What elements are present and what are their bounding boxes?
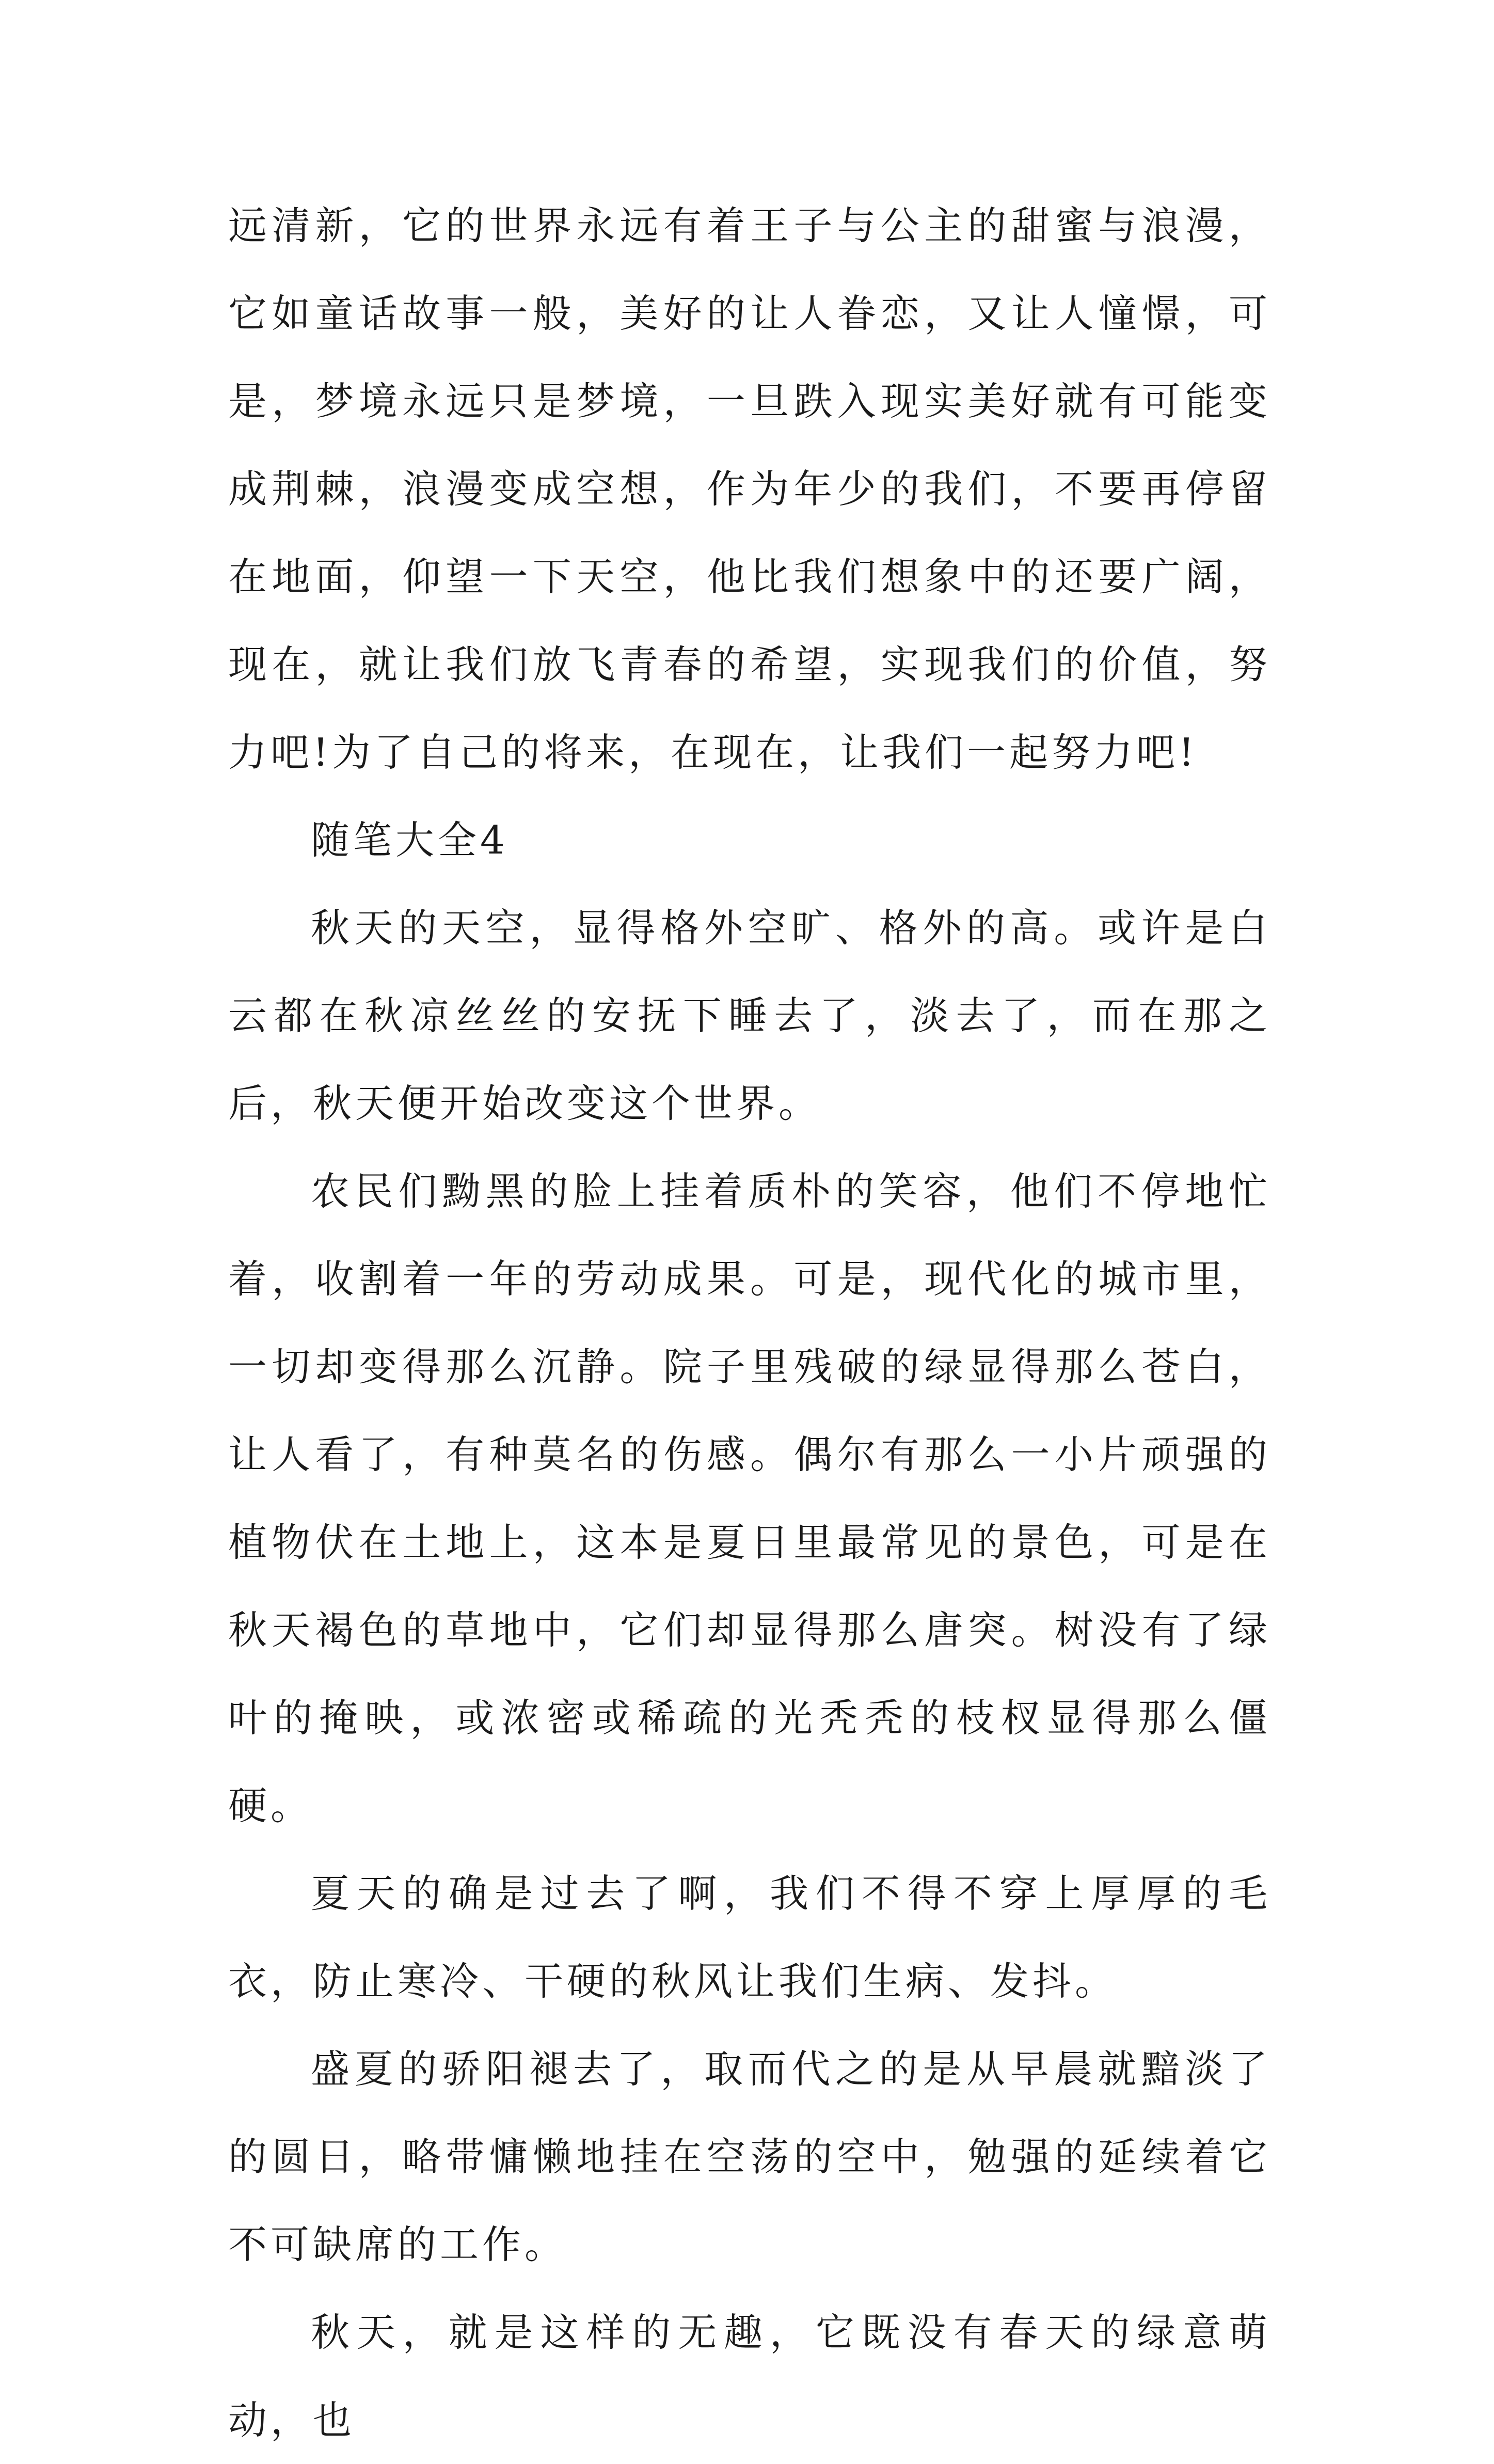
paragraph: 秋天，就是这样的无趣，它既没有春天的绿意萌动，也 [228,2310,1271,2443]
document-body [228,182,1271,2464]
section-heading: 随笔大全4 [311,817,508,863]
paragraph: 秋天的天空，显得格外空旷、格外的高。或许是白云都在秋凉丝丝的安抚下睡去了，淡去了，而在那之后，秋天便开始改变这个世界。 [228,905,1271,1126]
paragraph: 夏天的确是过去了啊，我们不得不穿上厚厚的毛衣，防止寒冷、干硬的秋风让我们生病、发抖。 [228,1871,1271,2004]
paragraph: 盛夏的骄阳褪去了，取而代之的是从早晨就黯淡了的圆日，略带慵懒地挂在空荡的空中，勉强的延续着它不可缺席的工作。 [228,2046,1271,2267]
paragraph: 农民们黝黑的脸上挂着质朴的笑容，他们不停地忙着，收割着一年的劳动成果。可是，现代化的城市里，一切却变得那么沉静。院子里残破的绿显得那么苍白，让人看了，有种莫名的伤感。偶尔有那么一小片顽强的植物伏在土地上，这本是夏日里最常见的景色，可是在秋天褐色的草地中，它们却显得那么唐突。树没有了绿叶的掩映，或浓密或稀疏的光秃秃的枝杈显得那么僵硬。 [228,1168,1271,1828]
paragraph: 远清新，它的世界永远有着王子与公主的甜蜜与浪漫，它如童话故事一般，美好的让人眷恋，又让人憧憬，可是，梦境永远只是梦境，一旦跌入现实美好就有可能变成荆棘，浪漫变成空想，作为年少的我们，不要再停留在地面，仰望一下天空，他比我们想象中的还要广阔，现在，就让我们放飞青春的希望，实现我们的价值，努力吧!为了自己的将来，在现在，让我们一起努力吧! [228,203,1271,775]
